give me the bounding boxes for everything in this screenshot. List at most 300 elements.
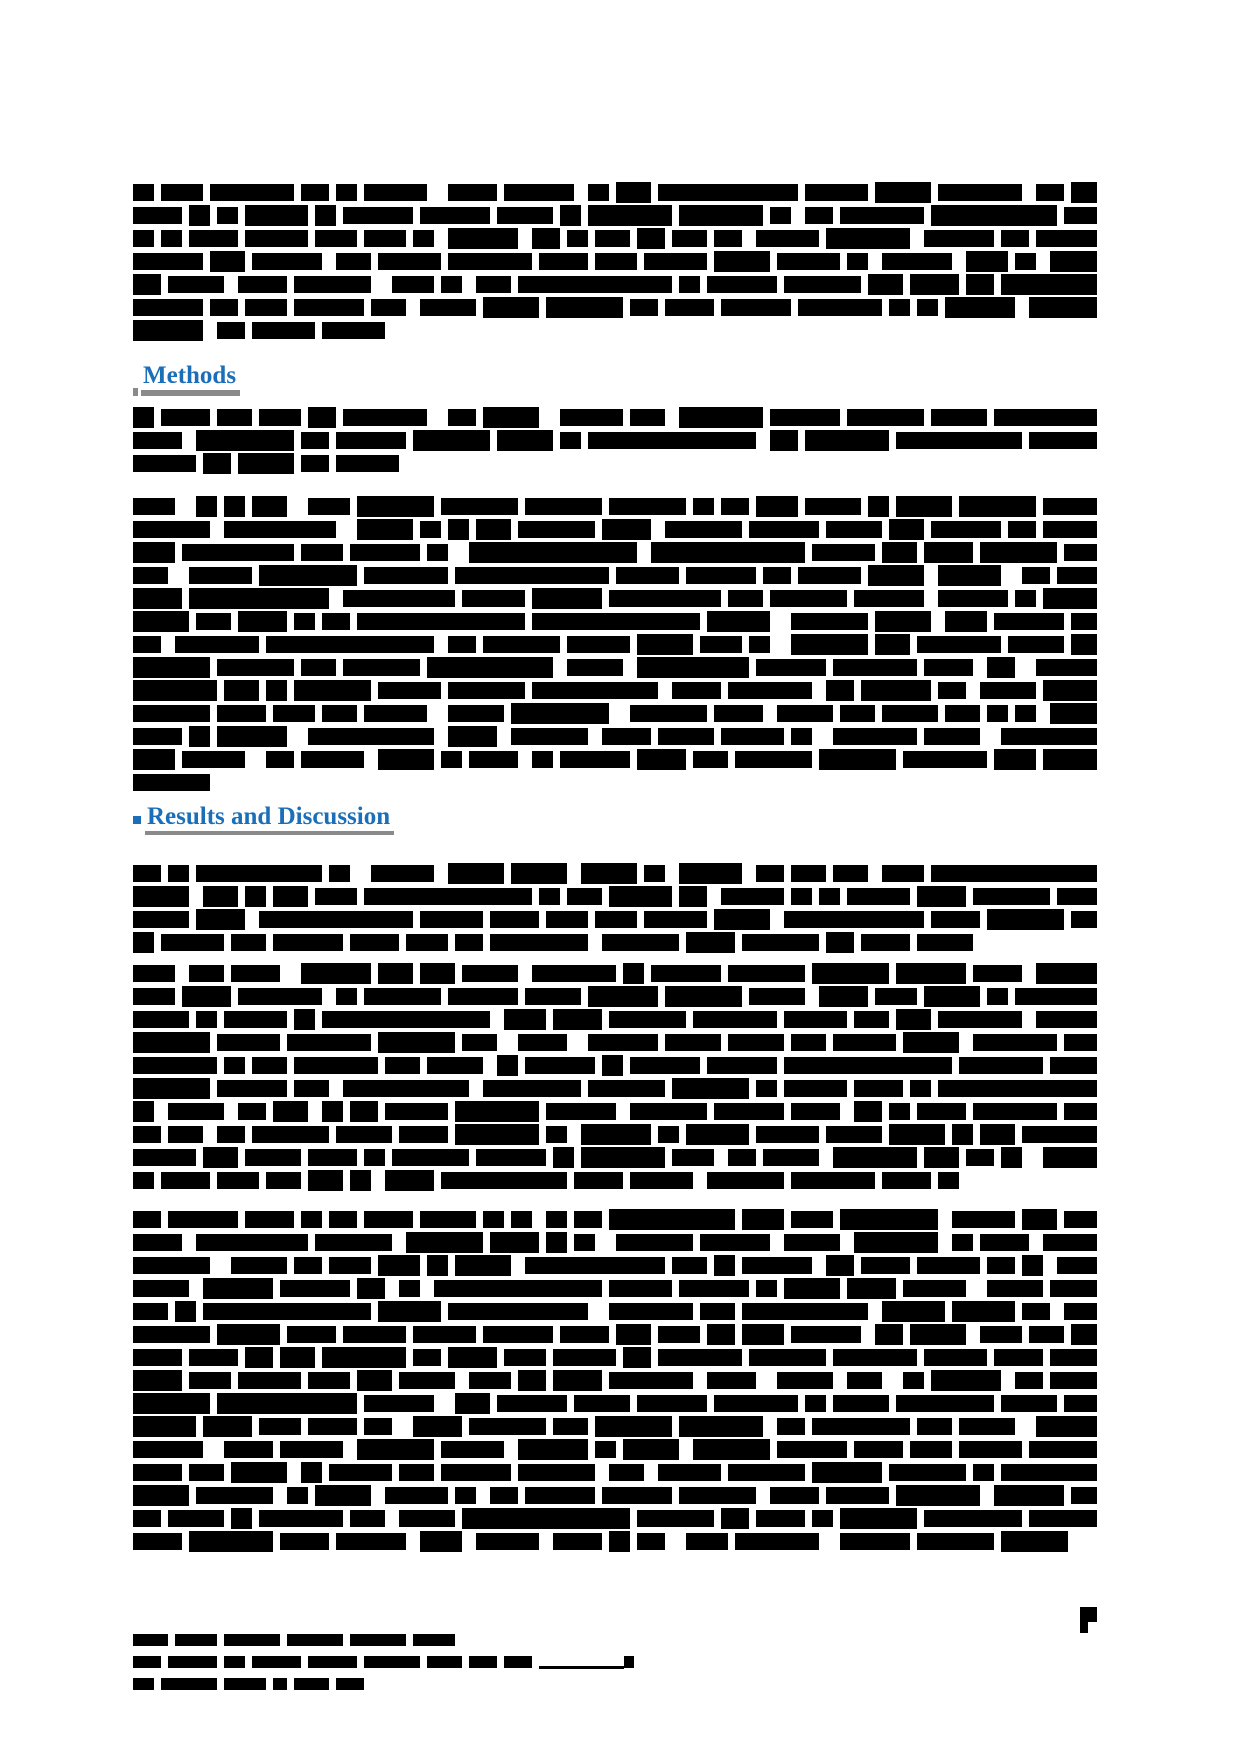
redacted-word: [819, 888, 840, 905]
redacted-word: [840, 1209, 938, 1230]
redacted-line: [133, 1031, 1097, 1054]
redacted-word: [133, 455, 196, 472]
redacted-word: [1050, 1349, 1097, 1366]
redacted-word: [133, 1533, 182, 1550]
redacted-word: [168, 1126, 203, 1143]
redacted-word: [448, 705, 504, 722]
redacted-word: [294, 1080, 329, 1097]
redacted-word: [679, 886, 707, 907]
redacted-word: [791, 1103, 840, 1120]
redacted-word: [889, 1464, 966, 1481]
redacted-word: [798, 299, 882, 316]
redacted-word: [847, 253, 868, 270]
redacted-word: [770, 430, 798, 451]
redacted-word: [1015, 705, 1036, 722]
redacted-word: [826, 521, 882, 538]
redacted-line: [133, 1054, 1097, 1077]
redacted-word: [910, 1080, 931, 1097]
redacted-word: [252, 1656, 301, 1668]
redacted-word: [420, 521, 441, 538]
redacted-word: [672, 682, 721, 699]
redacted-word: [189, 726, 210, 747]
redacted-word: [175, 1301, 196, 1322]
redacted-word: [133, 253, 203, 270]
redacted-word: [133, 1211, 161, 1228]
redacted-word: [224, 1656, 245, 1668]
redacted-word: [763, 1149, 819, 1166]
redacted-line: [133, 1077, 1097, 1100]
redacted-word: [308, 407, 336, 428]
redacted-word: [336, 184, 357, 201]
redacted-line: [133, 1369, 1097, 1392]
redacted-word: [322, 705, 357, 722]
redacted-word: [987, 657, 1015, 678]
redacted-word: [658, 1464, 721, 1481]
redacted-word: [294, 1678, 329, 1690]
redacted-line: [133, 962, 1097, 985]
redacted-word: [952, 1211, 1015, 1228]
redacted-word: [1029, 432, 1097, 449]
redacted-word: [546, 297, 623, 318]
redacted-word: [196, 865, 322, 882]
redacted-word: [525, 1257, 665, 1274]
redacted-line: [133, 931, 1097, 954]
redacted-word: [917, 1103, 966, 1120]
redacted-word: [833, 1147, 917, 1168]
redacted-word: [686, 932, 735, 953]
redacted-word: [546, 911, 588, 928]
redacted-word: [133, 1393, 210, 1414]
redacted-word: [378, 253, 441, 270]
redacted-word: [567, 888, 602, 905]
redacted-word: [721, 498, 749, 515]
redacted-word: [980, 1234, 1029, 1251]
redacted-word: [616, 567, 679, 584]
redacted-word: [560, 409, 623, 426]
redacted-word: [455, 1255, 511, 1276]
redacted-word: [553, 1370, 602, 1391]
redacted-word: [308, 1656, 357, 1668]
redacted-word: [714, 1103, 784, 1120]
redacted-word: [602, 728, 651, 745]
redacted-line: [133, 1530, 1097, 1553]
redacted-word: [924, 230, 994, 247]
redacted-word: [490, 1487, 518, 1504]
redacted-word: [700, 1303, 735, 1320]
redacted-word: [378, 1301, 441, 1322]
redacted-word: [784, 1011, 847, 1028]
redacted-word: [679, 276, 700, 293]
redacted-word: [1043, 498, 1097, 515]
redacted-word: [378, 682, 441, 699]
redacted-word: [364, 1395, 434, 1412]
redacted-word: [455, 1393, 490, 1414]
redacted-word: [707, 1372, 756, 1389]
redacted-word: [175, 636, 259, 653]
redacted-word: [217, 1034, 280, 1051]
redacted-word: [133, 567, 168, 584]
redacted-word: [399, 1510, 455, 1527]
redacted-word: [266, 751, 294, 768]
redacted-word: [861, 680, 931, 701]
redacted-word: [581, 863, 637, 884]
redacted-word: [658, 1326, 700, 1343]
redacted-word: [189, 230, 238, 247]
redacted-word: [539, 253, 588, 270]
redacted-word: [175, 1634, 217, 1646]
redacted-word: [728, 1034, 784, 1051]
redacted-word: [336, 988, 357, 1005]
redacted-word: [364, 988, 441, 1005]
redacted-word: [1001, 1147, 1022, 1168]
redacted-word: [637, 1395, 707, 1412]
redacted-word: [133, 680, 217, 701]
redacted-word: [693, 1011, 777, 1028]
redacted-word: [448, 228, 518, 249]
redacted-word: [889, 519, 924, 540]
redacted-word: [455, 1101, 539, 1122]
redacted-word: [532, 228, 560, 249]
redacted-word: [357, 1370, 392, 1391]
redacted-word: [161, 934, 224, 951]
redacted-word: [511, 863, 567, 884]
redacted-word: [896, 1485, 980, 1506]
redacted-word: [532, 682, 658, 699]
redacted-line: [133, 1277, 1097, 1300]
redacted-line: [133, 908, 1097, 931]
redacted-word: [273, 1101, 308, 1122]
footer-link-underline[interactable]: [539, 1666, 624, 1669]
redacted-word: [252, 322, 315, 339]
redacted-word: [980, 542, 1057, 563]
redacted-word: [1071, 634, 1097, 655]
redacted-word: [994, 409, 1097, 426]
redacted-word: [196, 613, 231, 630]
redacted-word: [133, 1257, 210, 1274]
redacted-word: [133, 657, 210, 678]
redacted-word: [518, 1464, 595, 1481]
redacted-word: [168, 1510, 224, 1527]
redacted-word: [980, 1326, 1022, 1343]
redacted-word: [441, 498, 518, 515]
redacted-word: [679, 407, 763, 428]
redacted-word: [217, 409, 252, 426]
redacted-word: [637, 228, 665, 249]
redacted-word: [371, 299, 406, 316]
redacted-word: [623, 1347, 651, 1368]
redacted-word: [868, 496, 889, 517]
redacted-word: [567, 230, 588, 247]
redacted-word: [287, 1487, 308, 1504]
redacted-word: [637, 749, 686, 770]
redacted-word: [560, 432, 581, 449]
redacted-word: [798, 567, 861, 584]
redacted-word: [301, 751, 364, 768]
redacted-line: [133, 1146, 1097, 1169]
redacted-line: [133, 1415, 1097, 1438]
redacted-word: [259, 911, 413, 928]
redacted-word: [364, 1418, 392, 1435]
redacted-word: [343, 1326, 406, 1343]
redacted-word: [245, 205, 308, 226]
redacted-word: [938, 1011, 1022, 1028]
redacted-word: [133, 705, 210, 722]
redacted-word: [413, 430, 490, 451]
redacted-word: [546, 1126, 567, 1143]
redacted-word: [602, 1055, 623, 1076]
redacted-word: [819, 749, 896, 770]
redacted-word: [616, 1234, 693, 1251]
redacted-word: [371, 865, 434, 882]
redacted-word: [224, 1441, 273, 1458]
redacted-word: [791, 865, 826, 882]
redacted-word: [924, 1349, 987, 1366]
redacted-word: [847, 1278, 896, 1299]
redacted-word: [1050, 703, 1097, 724]
redacted-word: [133, 1011, 189, 1028]
redacted-word: [840, 207, 924, 224]
redacted-word: [308, 1149, 357, 1166]
redacted-word: [448, 988, 518, 1005]
redacted-word: [357, 1278, 385, 1299]
redacted-word: [875, 988, 917, 1005]
redacted-line: [133, 227, 1097, 250]
redacted-word: [917, 636, 1001, 653]
redacted-word: [525, 1487, 595, 1504]
redacted-word: [301, 184, 329, 201]
redacted-word: [630, 409, 665, 426]
redacted-line: [133, 587, 1097, 610]
redacted-word: [161, 1172, 210, 1189]
redacted-word: [133, 1234, 182, 1251]
redacted-word: [924, 542, 973, 563]
paragraph-mark-icon: [1080, 1607, 1097, 1633]
redacted-word: [1036, 1416, 1097, 1437]
redacted-word: [686, 1124, 749, 1145]
redacted-line: [133, 633, 1097, 656]
redacted-word: [553, 1533, 602, 1550]
redacted-word: [987, 988, 1008, 1005]
redacted-word: [336, 455, 399, 472]
redacted-word: [448, 253, 532, 270]
redacted-word: [1071, 1324, 1097, 1345]
redacted-word: [448, 682, 525, 699]
redacted-word: [252, 253, 322, 270]
redacted-word: [399, 1126, 448, 1143]
redacted-word: [840, 705, 875, 722]
redacted-line: [133, 273, 1097, 296]
redacted-word: [644, 253, 707, 270]
redacted-line: [133, 204, 1097, 227]
redacted-word: [476, 1533, 539, 1550]
redacted-word: [966, 1149, 994, 1166]
redacted-word: [1036, 230, 1097, 247]
redacted-word: [420, 1211, 476, 1228]
redacted-word: [819, 986, 868, 1007]
methods-heading-link[interactable]: Methods: [141, 362, 240, 396]
redacted-word: [1029, 1441, 1097, 1458]
redacted-word: [133, 1057, 217, 1074]
redacted-word: [847, 409, 924, 426]
redacted-word: [973, 888, 1050, 905]
redacted-word: [133, 1634, 168, 1646]
redacted-word: [931, 409, 987, 426]
redacted-word: [133, 1464, 182, 1481]
redacted-word: [182, 751, 245, 768]
redacted-word: [469, 1372, 511, 1389]
redacted-word: [217, 726, 287, 747]
redacted-word: [924, 1510, 1022, 1527]
redacted-word: [917, 1418, 952, 1435]
redacted-word: [1029, 1326, 1064, 1343]
redacted-word: [623, 1439, 679, 1460]
redacted-line: [133, 1254, 1097, 1277]
redacted-word: [889, 1103, 910, 1120]
redacted-word: [749, 1349, 826, 1366]
redacted-word: [343, 409, 427, 426]
redacted-word: [448, 519, 469, 540]
redacted-word: [252, 1057, 287, 1074]
redacted-word: [826, 1255, 854, 1276]
redacted-word: [245, 230, 308, 247]
redacted-word: [133, 1032, 210, 1053]
redacted-word: [826, 932, 854, 953]
redacted-word: [413, 1634, 455, 1646]
redacted-word: [1036, 184, 1064, 201]
redacted-word: [1064, 1303, 1097, 1320]
redacted-word: [133, 1416, 196, 1437]
redacted-word: [875, 182, 931, 203]
redacted-word: [1015, 1372, 1043, 1389]
redacted-word: [665, 299, 714, 316]
redacted-word: [987, 1257, 1015, 1274]
redacted-word: [161, 230, 182, 247]
redacted-word: [532, 751, 553, 768]
redacted-word: [889, 1124, 945, 1145]
redacted-word: [1008, 521, 1036, 538]
redacted-word: [910, 274, 959, 295]
redacted-word: [812, 1462, 882, 1483]
redacted-word: [441, 751, 462, 768]
redacted-word: [231, 965, 280, 982]
redacted-word: [581, 1147, 665, 1168]
redacted-word: [469, 542, 637, 563]
redacted-word: [294, 276, 371, 293]
redacted-word: [574, 1234, 595, 1251]
redacted-word: [301, 659, 336, 676]
redacted-word: [133, 1172, 154, 1189]
redacted-word: [959, 1418, 1015, 1435]
redacted-word: [196, 496, 217, 517]
redacted-word: [623, 963, 644, 984]
redacted-word: [490, 1232, 539, 1253]
redacted-word: [364, 888, 532, 905]
redacted-word: [756, 1080, 777, 1097]
redacted-line: [133, 452, 1097, 475]
redacted-word: [294, 1257, 322, 1274]
redacted-word: [1022, 1303, 1050, 1320]
redacted-word: [189, 1372, 231, 1389]
redacted-word: [924, 728, 980, 745]
redacted-word: [518, 1034, 567, 1051]
redacted-word: [1015, 590, 1036, 607]
redacted-line: [133, 1300, 1097, 1323]
redacted-word: [189, 567, 252, 584]
redacted-line: [133, 406, 1097, 429]
redacted-word: [336, 432, 406, 449]
redacted-word: [714, 1395, 798, 1412]
redacted-word: [1029, 1510, 1097, 1527]
redacted-line: [133, 181, 1097, 204]
redacted-word: [350, 544, 420, 561]
redacted-line: [133, 319, 1097, 342]
redacted-word: [595, 253, 637, 270]
redacted-word: [133, 407, 154, 428]
redacted-word: [203, 1147, 238, 1168]
redacted-line: [133, 564, 1097, 587]
redacted-word: [133, 320, 203, 341]
redacted-word: [987, 1280, 1043, 1297]
redacted-word: [483, 297, 539, 318]
redacted-word: [287, 1034, 371, 1051]
redacted-word: [952, 1234, 973, 1251]
redacted-word: [133, 728, 182, 745]
redacted-word: [350, 1634, 406, 1646]
redacted-word: [189, 1464, 224, 1481]
redacted-word: [959, 1057, 1043, 1074]
redacted-word: [553, 1147, 574, 1168]
redacted-word: [609, 1303, 693, 1320]
redacted-word: [483, 1326, 553, 1343]
redacted-word: [364, 567, 448, 584]
redacted-word: [504, 1349, 546, 1366]
redacted-word: [756, 1126, 819, 1143]
redacted-word: [1064, 207, 1097, 224]
redacted-word: [903, 1032, 959, 1053]
redacted-word: [1022, 1255, 1043, 1276]
redacted-word: [658, 1349, 742, 1366]
redacted-word: [672, 1257, 707, 1274]
redacted-word: [273, 1678, 287, 1690]
redacted-paragraph-results-1: [133, 862, 1097, 954]
redacted-line: [133, 702, 1097, 725]
redacted-word: [133, 299, 203, 316]
redacted-word: [273, 705, 315, 722]
redacted-word: [644, 865, 665, 882]
redacted-word: [805, 430, 889, 451]
redacted-word: [168, 1656, 217, 1668]
redacted-word: [826, 228, 910, 249]
redacted-word: [168, 1211, 238, 1228]
redacted-word: [399, 1372, 455, 1389]
redacted-line: [133, 1484, 1097, 1507]
redacted-word: [210, 299, 238, 316]
redacted-word: [917, 299, 938, 316]
redacted-word: [630, 1057, 700, 1074]
redacted-word: [1057, 567, 1097, 584]
redacted-word: [518, 276, 672, 293]
redacted-word: [203, 1278, 273, 1299]
redacted-word: [301, 432, 329, 449]
redacted-line: [133, 518, 1097, 541]
redacted-word: [791, 728, 812, 745]
redacted-word: [252, 496, 287, 517]
redacted-word: [203, 886, 238, 907]
redacted-word: [413, 230, 434, 247]
redacted-word: [287, 1326, 336, 1343]
redacted-line: [133, 771, 1097, 794]
results-discussion-heading-link[interactable]: Results and Discussion: [145, 803, 394, 835]
